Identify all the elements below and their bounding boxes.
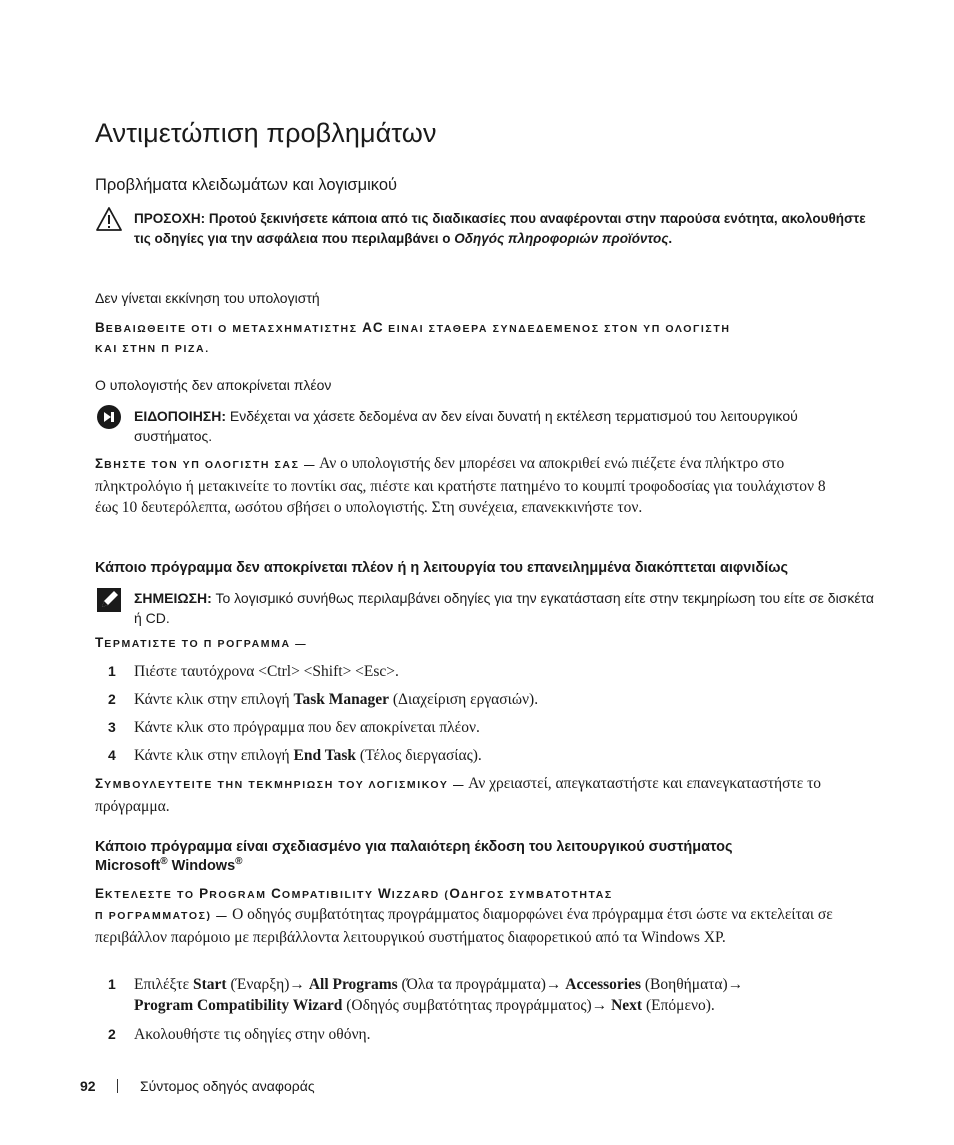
title-ms: Microsoft bbox=[95, 858, 161, 874]
footer-text: Σύντομος οδηγός αναφοράς bbox=[140, 1078, 315, 1094]
step-text-part: (Οδηγός συμβατότητας προγράμματος)→ bbox=[342, 997, 612, 1014]
notice-label: ΕΙΔΟΠΟΙΗΣΗ: bbox=[134, 408, 226, 424]
no-start-instruction bbox=[95, 318, 875, 359]
step-text-part: (Όλα τα προγράμματα)→ bbox=[397, 976, 566, 993]
step-bold: Start bbox=[193, 976, 227, 993]
note-pencil-icon bbox=[96, 587, 122, 613]
sc-text: ΕΡΜΑΤΙΣΤΕ ΤΟ Π ΡΟΓΡΑΜΜΑ — bbox=[104, 638, 308, 650]
step-bold: End Task bbox=[293, 747, 357, 764]
section-title: Προβλήματα κλειδωμάτων και λογισμικού bbox=[95, 176, 398, 194]
step-text-part: Κάντε κλικ στην επιλογή bbox=[134, 691, 294, 708]
sc-text: ROGRAM bbox=[209, 889, 272, 901]
sc-text: Π ΡΟΓΡΑΜΜΑΤΟΣ) — bbox=[95, 910, 229, 922]
step-number: 4 bbox=[108, 747, 116, 763]
paragraph-text: Ο οδηγός συμβατότητας προγράμματος διαμορφώνει ένα πρόγραμμα έτσι ώστε να εκτελείται σε περιβάλλον παρόμοιο με περιβάλλοντα λειτουργικού συστήματος διαφορετικού από τα Windows XP. bbox=[95, 906, 833, 946]
step-text-part: (Επόμενο). bbox=[642, 997, 715, 1014]
step-bold: Task Manager bbox=[293, 691, 389, 708]
step-number: 1 bbox=[108, 976, 116, 992]
caution-italic: Οδηγός πληροφοριών προϊόντος bbox=[454, 230, 669, 246]
sc-text: ΥΜΒΟΥΛΕΥΤΕΙΤΕ ΤΗΝ ΤΕΚΜΗΡΙΩΣΗ ΤΟΥ ΛΟΓΙΣΜΙΚΟΥ — bbox=[104, 779, 466, 791]
subsection-title-program-not-responding: Κάποιο πρόγραμμα δεν αποκρίνεται πλέον ή η λειτουργία του επανειλημμένα διακόπτεται αιφνιδίως bbox=[95, 560, 789, 576]
wizard-paragraph bbox=[95, 904, 840, 948]
end-program-lead bbox=[95, 635, 307, 650]
registered-mark: ® bbox=[235, 856, 243, 868]
sc-initial: W bbox=[377, 886, 392, 901]
note-text: Το λογισμικό συνήθως περιλαμβάνει οδηγίες για την εγκατάσταση είτε στην τεκμηρίωση του είτε σε δισκέτα ή CD. bbox=[134, 590, 874, 626]
sc-initial: Ο bbox=[449, 886, 461, 901]
subsection-title-compatibility bbox=[95, 838, 875, 876]
sc-initial: Β bbox=[95, 320, 106, 335]
notice-icon bbox=[96, 404, 122, 430]
subsection-title-not-responding: Ο υπολογιστής δεν αποκρίνεται πλέον bbox=[95, 377, 332, 393]
paragraph-text: Αν ο υπολογιστής δεν μπορέσει να αποκριθεί ενώ πιέζετε ένα πλήκτρο στο πληκτρολόγιο ή μετακινείτε το ποντίκι σας, πιέστε και κρατήστε πατημένο το κουμπί τροφοδοσίας για τουλάχιστον 8 έως 10 δευτερόλεπτα, ωσότου σβήσει ο υπολογιστής. Στη συνέχεια, επανεκκινήστε τον. bbox=[95, 455, 826, 516]
notice-text: Ενδέχεται να χάσετε δεδομένα αν δεν είναι δυνατή η εκτέλεση τερματισμού του λειτουργικού συστήματος. bbox=[134, 408, 798, 444]
page-number: 92 bbox=[80, 1078, 96, 1094]
step-text-part: (Διαχείριση εργασιών). bbox=[388, 691, 539, 708]
step-number: 2 bbox=[108, 1026, 116, 1042]
caution-end: . bbox=[668, 230, 673, 246]
notice-note bbox=[134, 407, 874, 446]
title-win: Windows bbox=[167, 858, 236, 874]
registered-mark: ® bbox=[160, 856, 168, 868]
sc-initial: Σ bbox=[95, 456, 105, 471]
warning-triangle-icon bbox=[96, 206, 122, 232]
step-text-part: (Βοηθήματα)→ bbox=[641, 976, 744, 993]
step-number: 1 bbox=[108, 663, 116, 679]
consult-docs-paragraph bbox=[95, 773, 840, 817]
step-text-part: (Τέλος διεργασίας). bbox=[356, 747, 482, 764]
sc-text-2: ΕΙΝΑΙ ΣΤΑΘΕΡΑ ΣΥΝΔΕΔΕΜΕΝΟΣ ΣΤΟΝ ΥΠ ΟΛΟΓΙΣΤΗ bbox=[383, 323, 731, 335]
step-bold: Next bbox=[611, 997, 643, 1014]
caution-note bbox=[134, 209, 874, 248]
step-number: 3 bbox=[108, 719, 116, 735]
step-text-part: (Έναρξη)→ bbox=[226, 976, 309, 993]
sc-text: IZZARD ( bbox=[391, 889, 450, 901]
step-text-part: Επιλέξτε bbox=[134, 976, 194, 993]
sc-initial: C bbox=[271, 886, 282, 901]
footer-separator bbox=[117, 1079, 118, 1093]
sc-line2: ΚΑΙ ΣΤΗΝ Π ΡΙΖΑ. bbox=[95, 343, 210, 355]
sc-initial: P bbox=[199, 886, 210, 901]
sc-initial: Τ bbox=[95, 635, 105, 650]
step-number: 2 bbox=[108, 691, 116, 707]
page-title: Αντιμετώπιση προβλημάτων bbox=[95, 118, 437, 148]
step-text-part: Πιέστε ταυτόχρονα <Ctrl> <Shift> <Esc>. bbox=[134, 663, 399, 680]
step-text bbox=[134, 661, 834, 682]
step-text bbox=[134, 974, 834, 1016]
paragraph-text: Αν χρειαστεί, απεγκαταστήστε και επανεγκαταστήστε το πρόγραμμα. bbox=[95, 775, 822, 815]
caution-label: ΠΡΟΣΟΧΗ: bbox=[134, 211, 206, 226]
step-bold: Accessories bbox=[565, 976, 641, 993]
note-label: ΣΗΜΕΙΩΣΗ: bbox=[134, 590, 212, 606]
sc-text: OMPATIBILITY bbox=[281, 889, 378, 901]
step-text-part: Κάντε κλικ στο πρόγραμμα που δεν αποκρίνεται πλέον. bbox=[134, 719, 480, 736]
step-text bbox=[134, 689, 834, 710]
step-text bbox=[134, 745, 834, 766]
sc-ac: AC bbox=[362, 320, 384, 335]
step-text bbox=[134, 717, 834, 738]
sc-text: ΚΤΕΛΕΣΤΕ ΤΟ bbox=[105, 889, 200, 901]
sc-text: ΔΗΓΟΣ ΣΥΜΒΑΤΟΤΗΤΑΣ bbox=[460, 889, 613, 901]
software-note bbox=[134, 589, 874, 628]
sc-initial: Σ bbox=[95, 776, 105, 791]
sc-text: ΕΒΑΙΩΘΕΙΤΕ ΟΤΙ Ο ΜΕΤΑΣΧΗΜΑΤΙΣΤΗΣ bbox=[105, 323, 363, 335]
run-wizard-lead bbox=[95, 886, 613, 901]
subsection-title-no-start: Δεν γίνεται εκκίνηση του υπολογιστή bbox=[95, 290, 320, 306]
step-bold: All Programs bbox=[308, 976, 398, 993]
step-text-part: Κάντε κλικ στην επιλογή bbox=[134, 747, 294, 764]
sc-initial: Ε bbox=[95, 886, 106, 901]
step-text: Ακολουθήστε τις οδηγίες στην οθόνη. bbox=[134, 1026, 371, 1043]
caution-text: Προτού ξεκινήσετε κάποια από τις διαδικασίες που αναφέρονται στην παρούσα ενότητα, ακολουθήστε τις οδηγίες για την ασφάλεια που περιλαμβάνει ο bbox=[134, 211, 866, 246]
step-bold: Program Compatibility Wizard bbox=[134, 997, 343, 1014]
sc-text: ΒΗΣΤΕ ΤΟΝ ΥΠ ΟΛΟΓΙΣΤΗ ΣΑΣ — bbox=[104, 459, 317, 471]
power-off-paragraph bbox=[95, 453, 840, 518]
title-line1: Κάποιο πρόγραμμα είναι σχεδιασμένο για παλαιότερη έκδοση του λειτουργικού συστήματος bbox=[95, 839, 733, 855]
